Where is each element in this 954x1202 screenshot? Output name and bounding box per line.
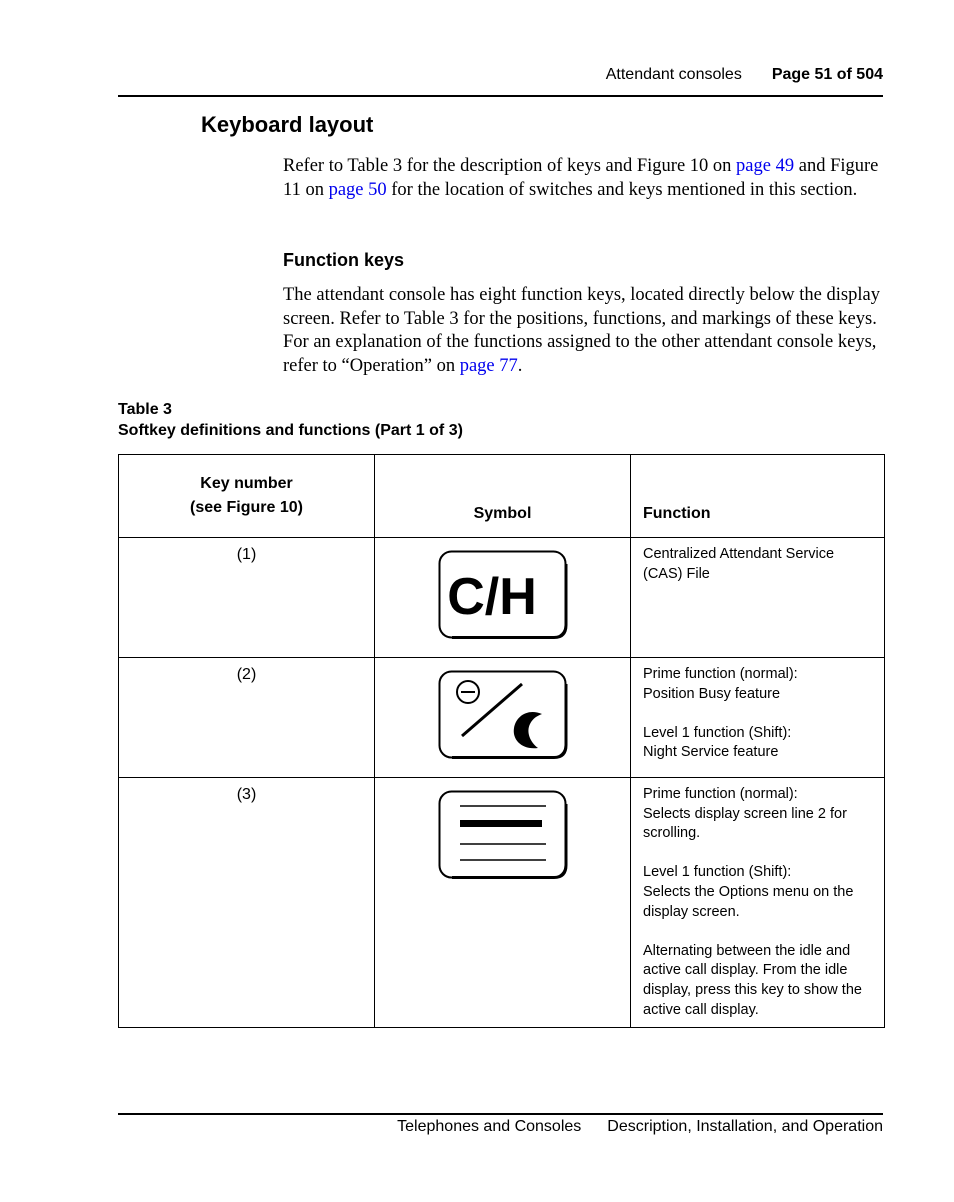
- position-busy-night-service-icon: [438, 670, 568, 760]
- col-function: Function: [631, 455, 885, 538]
- key-number: (3): [119, 778, 375, 1028]
- ch-key-label: C/H: [446, 568, 537, 626]
- header-page-number: Page 51 of 504: [771, 66, 883, 83]
- function-keys-heading: Function keys: [283, 250, 405, 270]
- function-keys-paragraph: The attendant console has eight function keys, located directly below the display screen. Refer to Table 3 for the positions, functions, and markings of these keys. For an explanation of the functions assigned to the other attendant console keys, refer to “Operation” on page 77.: [283, 285, 880, 376]
- page-footer: [397, 1118, 883, 1136]
- table-label: Table 3: [118, 401, 172, 418]
- footer-right: Description, Installation, and Operation: [607, 1118, 883, 1135]
- function-cell: Prime function (normal): Position Busy feature Level 1 function (Shift): Night Service feature: [631, 658, 885, 778]
- link-page-77[interactable]: page 77: [459, 355, 518, 376]
- softkey-table: [118, 454, 885, 1028]
- intro-paragraph: Refer to Table 3 for the description of keys and Figure 10 on page 49 and Figure 11 on page 50 for the location of switches and keys mentioned in this section.: [283, 156, 879, 200]
- col-symbol: Symbol: [375, 455, 631, 538]
- key-number: (2): [119, 658, 375, 778]
- link-page-49[interactable]: page 49: [736, 156, 795, 176]
- table-row: [119, 778, 885, 1028]
- symbol-cell: [375, 778, 631, 1028]
- footer-left: Telephones and Consoles: [397, 1118, 582, 1135]
- link-page-50[interactable]: page 50: [328, 179, 387, 200]
- header-section: Attendant consoles: [605, 66, 742, 83]
- table-header-row: [119, 455, 885, 538]
- col-key-number: Key number (see Figure 10): [119, 455, 375, 538]
- table-row: [119, 538, 885, 658]
- symbol-cell: [375, 538, 631, 658]
- table-caption: [118, 399, 463, 441]
- table-title: Softkey definitions and functions (Part 1 of 3): [118, 422, 463, 439]
- page-header: [606, 66, 883, 84]
- table-row: [119, 658, 885, 778]
- footer-rule: [118, 1113, 883, 1115]
- ch-key-icon: [438, 550, 568, 640]
- function-cell: Centralized Attendant Service (CAS) File: [631, 538, 885, 658]
- function-cell: Prime function (normal): Selects display screen line 2 for scrolling. Level 1 function (Shift): Selects the Options menu on the display screen. Alternating between the idle and active call display. From the idle display, press this key to show the active call display.: [631, 778, 885, 1028]
- header-rule: [118, 95, 883, 97]
- page-title: Keyboard layout: [201, 112, 374, 137]
- display-lines-icon: [438, 790, 568, 880]
- symbol-cell: [375, 658, 631, 778]
- key-number: (1): [119, 538, 375, 658]
